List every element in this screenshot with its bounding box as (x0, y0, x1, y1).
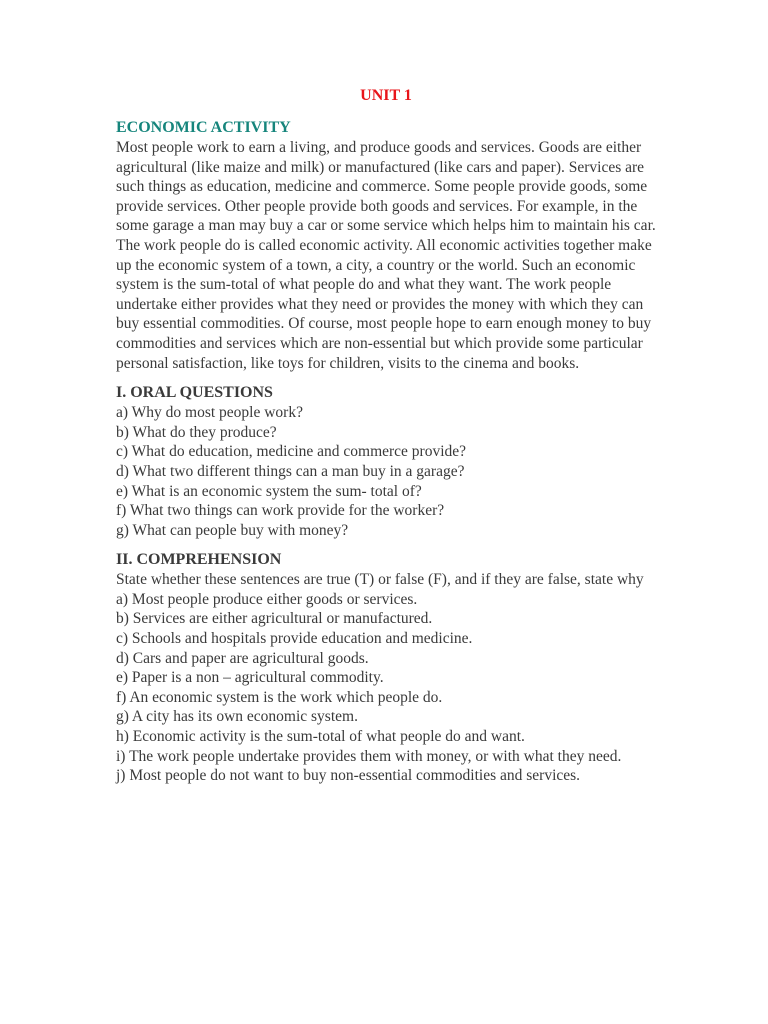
unit-title: UNIT 1 (360, 87, 412, 104)
comprehension-heading: II. COMPREHENSION (116, 551, 282, 569)
oral-question-item: f) What two things can work provide for the worker? (116, 502, 445, 520)
comprehension-item: b) Services are either agricultural or manufactured. (116, 610, 433, 628)
comprehension-instruction: State whether these sentences are true (T) or false (F), and if they are false, state why (116, 571, 644, 589)
oral-question-item: b) What do they produce? (116, 423, 277, 441)
section-title: ECONOMIC ACTIVITY (116, 119, 291, 136)
comprehension-item: i) The work people undertake provides them with money, or with what they need. (116, 747, 622, 765)
comprehension-item: g) A city has its own economic system. (116, 708, 358, 726)
comprehension-item: j) Most people do not want to buy non-essential commodities and services. (116, 767, 581, 785)
oral-question-item: e) What is an economic system the sum- total of? (116, 482, 422, 500)
body-paragraph: Most people work to earn a living, and produce goods and services. Goods are either agricultural (like maize and milk) or manufactured (like cars and paper). Services are such things as education, medicine and commerce. Some people provide goods, some provide services. Other people provide both goods and services. For example, in the some garage a man may buy a car or some service which helps him to maintain his car. The work people do is called economic activity. All economic activities together make up the economic system of a town, a city, a country or the world. Such an economic system is the sum-total of what people do and what they want. The work people undertake either provides what they need or provides the money with which they can buy essential commodities. Of course, most people hope to earn enough money to buy commodities and services which are non-essential but which provide some particular personal satisfaction, like toys for children, visits to the cinema and books. (116, 139, 656, 372)
oral-question-item: c) What do education, medicine and commerce provide? (116, 443, 467, 461)
oral-questions-list (116, 403, 656, 540)
comprehension-item: e) Paper is a non – agricultural commodity. (116, 669, 384, 687)
comprehension-list (116, 590, 656, 786)
comprehension-item: a) Most people produce either goods or services. (116, 590, 418, 608)
oral-questions-heading: I. ORAL QUESTIONS (116, 384, 273, 402)
comprehension-item: d) Cars and paper are agricultural goods. (116, 649, 369, 667)
oral-question-item: a) Why do most people work? (116, 404, 303, 422)
document-page (116, 86, 656, 796)
oral-question-item: d) What two different things can a man buy in a garage? (116, 462, 465, 480)
comprehension-item: h) Economic activity is the sum-total of what people do and want. (116, 728, 525, 746)
oral-question-item: g) What can people buy with money? (116, 521, 349, 539)
comprehension-item: c) Schools and hospitals provide education and medicine. (116, 630, 473, 648)
comprehension-item: f) An economic system is the work which people do. (116, 688, 443, 706)
